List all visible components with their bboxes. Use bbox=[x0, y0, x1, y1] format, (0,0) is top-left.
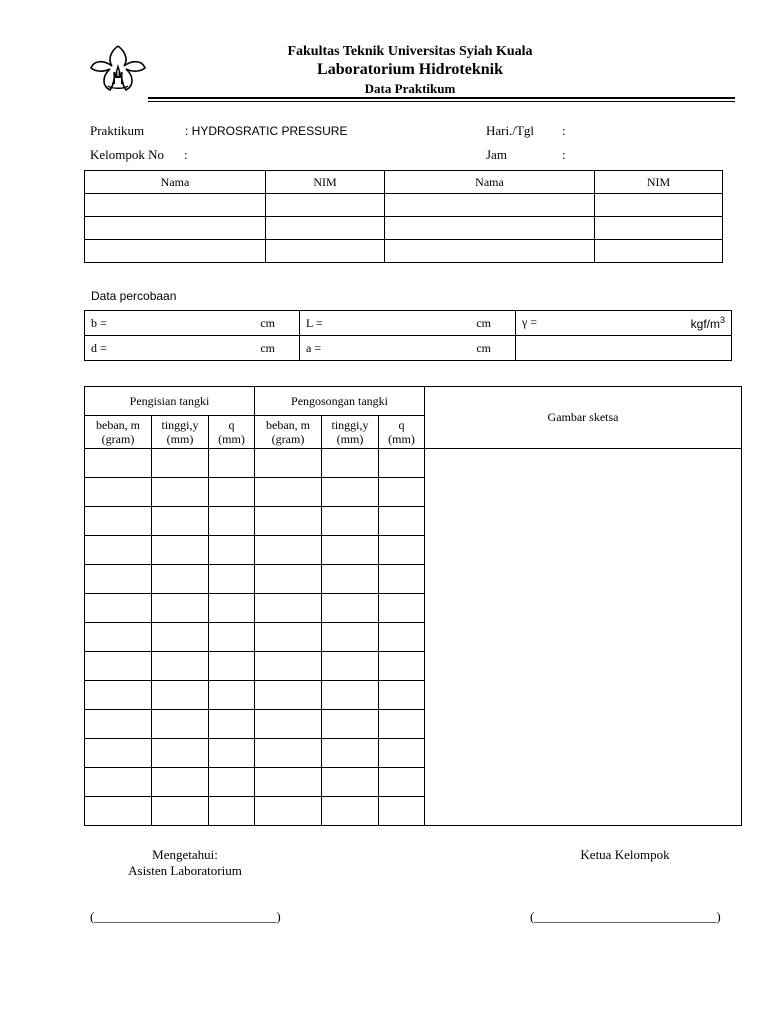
cell bbox=[209, 565, 255, 594]
d-unit: cm bbox=[260, 340, 275, 355]
cell bbox=[322, 449, 379, 478]
cell bbox=[152, 507, 209, 536]
cell bbox=[85, 507, 152, 536]
cell bbox=[209, 449, 255, 478]
cell bbox=[209, 594, 255, 623]
cell bbox=[266, 194, 385, 217]
cell bbox=[322, 565, 379, 594]
praktikum-value: : HYDROSRATIC PRESSURE bbox=[185, 124, 348, 138]
cell bbox=[379, 768, 425, 797]
cell bbox=[255, 710, 322, 739]
cell bbox=[85, 681, 152, 710]
kelompok-colon: : bbox=[184, 147, 188, 162]
cell bbox=[209, 710, 255, 739]
col-tinggi-1: tinggi,y (mm) bbox=[152, 416, 209, 449]
hari-colon: : bbox=[562, 123, 566, 138]
lab-title: Laboratorium Hidroteknik bbox=[317, 61, 503, 78]
cell bbox=[379, 478, 425, 507]
header-rule-thin bbox=[148, 101, 735, 102]
cell bbox=[152, 739, 209, 768]
header-nim-1: NIM bbox=[266, 171, 385, 194]
cell bbox=[385, 217, 595, 240]
col-q-1: q (mm) bbox=[209, 416, 255, 449]
cell bbox=[85, 594, 152, 623]
col-beban-2: beban, m (gram) bbox=[255, 416, 322, 449]
faculty-title: Fakultas Teknik Universitas Syiah Kuala bbox=[287, 44, 533, 59]
sketch-header: Gambar sketsa bbox=[425, 387, 742, 449]
cell bbox=[379, 623, 425, 652]
b-label: b = bbox=[91, 315, 107, 330]
cell bbox=[385, 240, 595, 263]
gamma-cell bbox=[516, 311, 732, 336]
cell bbox=[379, 652, 425, 681]
signature-left-role: Asisten Laboratorium bbox=[128, 863, 242, 878]
cell bbox=[152, 768, 209, 797]
cell bbox=[255, 797, 322, 826]
cell bbox=[255, 507, 322, 536]
form-subtitle: Data Praktikum bbox=[364, 81, 456, 96]
cell bbox=[152, 565, 209, 594]
gamma-unit: kgf/$m^3$ bbox=[690, 315, 725, 331]
cell bbox=[85, 240, 266, 263]
cell bbox=[85, 623, 152, 652]
data-table bbox=[84, 386, 742, 826]
university-logo-icon bbox=[88, 42, 148, 94]
cell bbox=[85, 449, 152, 478]
table-row bbox=[85, 217, 723, 240]
a-label: a = bbox=[306, 340, 322, 355]
cell bbox=[85, 478, 152, 507]
cell bbox=[209, 478, 255, 507]
filling-header: Pengisian tangki bbox=[85, 387, 255, 416]
cell bbox=[85, 217, 266, 240]
cell bbox=[152, 652, 209, 681]
cell bbox=[255, 768, 322, 797]
cell bbox=[255, 449, 322, 478]
cell bbox=[209, 681, 255, 710]
cell bbox=[379, 449, 425, 478]
cell bbox=[322, 797, 379, 826]
cell bbox=[152, 681, 209, 710]
empty-cell bbox=[516, 336, 732, 361]
cell bbox=[379, 797, 425, 826]
cell bbox=[255, 594, 322, 623]
cell bbox=[266, 240, 385, 263]
kelompok-label: Kelompok No bbox=[90, 147, 165, 162]
b-cell bbox=[85, 311, 300, 336]
cell bbox=[85, 710, 152, 739]
experiment-table bbox=[84, 310, 732, 361]
praktikum-label: Praktikum bbox=[90, 123, 145, 138]
cell bbox=[595, 217, 723, 240]
cell bbox=[152, 797, 209, 826]
cell bbox=[209, 536, 255, 565]
cell bbox=[152, 536, 209, 565]
cell bbox=[379, 565, 425, 594]
cell bbox=[255, 536, 322, 565]
d-cell bbox=[85, 336, 300, 361]
cell bbox=[255, 652, 322, 681]
cell bbox=[209, 507, 255, 536]
cell bbox=[209, 739, 255, 768]
cell bbox=[209, 768, 255, 797]
cell bbox=[322, 681, 379, 710]
cell bbox=[595, 194, 723, 217]
cell bbox=[385, 194, 595, 217]
cell bbox=[322, 507, 379, 536]
cell bbox=[152, 710, 209, 739]
cell bbox=[379, 739, 425, 768]
cell bbox=[85, 652, 152, 681]
cell bbox=[379, 681, 425, 710]
experiment-title: Data percobaan bbox=[91, 289, 177, 303]
cell bbox=[255, 623, 322, 652]
cell bbox=[85, 768, 152, 797]
cell bbox=[322, 739, 379, 768]
cell bbox=[322, 536, 379, 565]
cell bbox=[379, 710, 425, 739]
cell bbox=[255, 565, 322, 594]
table-row bbox=[85, 449, 742, 478]
members-header-row bbox=[85, 171, 723, 194]
cell bbox=[85, 797, 152, 826]
cell bbox=[152, 478, 209, 507]
experiment-row-2 bbox=[85, 336, 732, 361]
header-nama-1: Nama bbox=[85, 171, 266, 194]
cell bbox=[255, 681, 322, 710]
b-unit: cm bbox=[260, 315, 275, 330]
table-row bbox=[85, 194, 723, 217]
cell bbox=[379, 507, 425, 536]
l-cell bbox=[300, 311, 516, 336]
signature-right-title: Ketua Kelompok bbox=[580, 847, 670, 862]
gamma-label: γ = bbox=[522, 315, 538, 329]
signature-left-line: (____________________________) bbox=[90, 909, 281, 924]
cell bbox=[209, 623, 255, 652]
a-cell bbox=[300, 336, 516, 361]
d-label: d = bbox=[91, 340, 107, 355]
cell bbox=[322, 594, 379, 623]
experiment-row-1 bbox=[85, 311, 732, 336]
signature-right-line: (____________________________) bbox=[530, 909, 721, 924]
jam-colon: : bbox=[562, 147, 566, 162]
cell bbox=[322, 623, 379, 652]
group-header-row bbox=[85, 387, 742, 416]
cell bbox=[322, 478, 379, 507]
cell bbox=[85, 536, 152, 565]
cell bbox=[379, 594, 425, 623]
cell bbox=[209, 652, 255, 681]
cell bbox=[322, 710, 379, 739]
cell bbox=[152, 623, 209, 652]
cell bbox=[85, 194, 266, 217]
signature-left-title: Mengetahui: bbox=[152, 847, 218, 862]
header-nim-2: NIM bbox=[595, 171, 723, 194]
cell bbox=[152, 594, 209, 623]
sketch-area bbox=[425, 449, 742, 826]
header-rule-thick bbox=[148, 97, 735, 99]
col-tinggi-2: tinggi,y (mm) bbox=[322, 416, 379, 449]
emptying-header: Pengosongan tangki bbox=[255, 387, 425, 416]
cell bbox=[266, 217, 385, 240]
col-q-2: q (mm) bbox=[379, 416, 425, 449]
l-unit: cm bbox=[476, 315, 491, 330]
cell bbox=[85, 565, 152, 594]
cell bbox=[322, 768, 379, 797]
cell bbox=[595, 240, 723, 263]
cell bbox=[255, 739, 322, 768]
hari-label: Hari./Tgl bbox=[486, 123, 535, 138]
cell bbox=[85, 739, 152, 768]
l-label: L = bbox=[306, 315, 323, 330]
jam-label: Jam bbox=[486, 147, 507, 162]
header-nama-2: Nama bbox=[385, 171, 595, 194]
cell bbox=[379, 536, 425, 565]
cell bbox=[152, 449, 209, 478]
cell bbox=[209, 797, 255, 826]
table-row bbox=[85, 240, 723, 263]
members-table bbox=[84, 170, 723, 263]
cell bbox=[255, 478, 322, 507]
a-unit: cm bbox=[476, 340, 491, 355]
cell bbox=[322, 652, 379, 681]
col-beban-1: beban, m (gram) bbox=[85, 416, 152, 449]
